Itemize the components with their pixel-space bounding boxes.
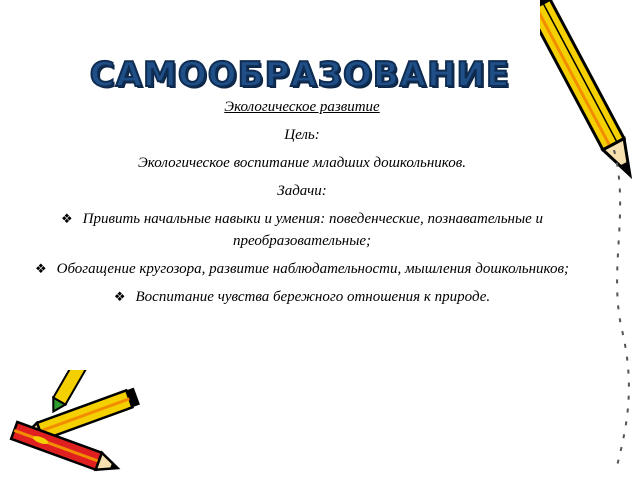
tasks-list xyxy=(28,208,576,308)
topic: Экологическое развитие xyxy=(224,99,380,115)
list-item xyxy=(28,208,576,252)
goal-text: Экологическое воспитание младших дошкольников. xyxy=(137,155,467,171)
pencils-icon xyxy=(0,370,150,480)
list-item xyxy=(28,258,576,280)
diamond-bullet-icon: ❖ xyxy=(113,289,126,304)
diamond-bullet-icon: ❖ xyxy=(34,261,47,276)
diamond-bullet-icon: ❖ xyxy=(60,211,73,226)
goal-label: Цель: xyxy=(284,127,320,143)
content xyxy=(28,96,576,314)
decorative-border xyxy=(604,150,634,470)
task-text: Обогащение кругозора, развитие наблюдательности, мышления дошкольников; xyxy=(56,261,570,277)
task-text: Воспитание чувства бережного отношения к природе. xyxy=(135,289,491,305)
tasks-label: Задачи: xyxy=(277,183,327,199)
task-text: Привить начальные навыки и умения: поведенческие, познавательные и преобразовательные; xyxy=(82,211,544,249)
topic-line xyxy=(28,96,576,118)
list-item xyxy=(28,286,576,308)
page-title: САМООБРАЗОВАНИЕ xyxy=(89,54,511,95)
